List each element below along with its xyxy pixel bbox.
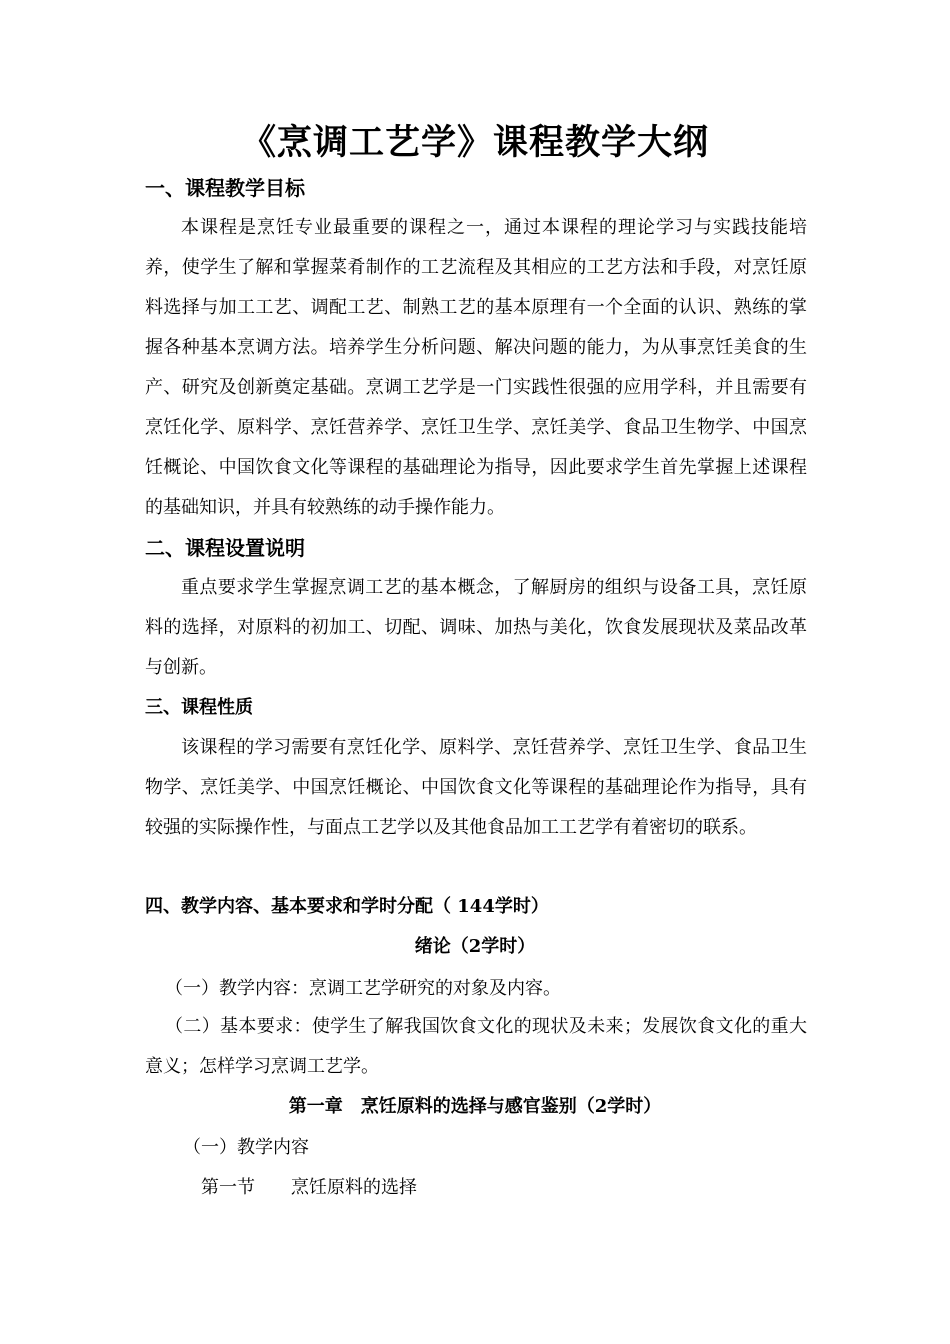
intro-content: （一）教学内容：烹调工艺学研究的对象及内容。 [165,978,561,999]
section-heading-setup: 二、课程设置说明 [145,536,305,560]
section-body-nature: 该课程的学习需要有烹饪化学、原料学、烹饪营养学、烹饪卫生学、食品卫生物学、烹饪美学、中国烹饪概论、中国饮食文化等课程的基础理论作为指导，具有较强的实际操作性，与面点工艺学以及其他食品加工工艺学有着密切的联系。 [145,737,807,838]
chapter1-content-label: （一）教学内容 [183,1137,309,1158]
section-heading-content: 四、教学内容、基本要求和学时分配（ 144学时） [145,896,549,917]
section-heading-objectives: 一、课程教学目标 [145,176,305,200]
section-body-objectives: 本课程是烹饪专业最重要的课程之一，通过本课程的理论学习与实践技能培养，使学生了解和掌握菜肴制作的工艺流程及其相应的工艺方法和手段，对烹饪原料选择与加工工艺、调配工艺、制熟工艺的基本原理有一个全面的认识、熟练的掌握各种基本烹调方法。培养学生分析问题、解决问题的能力，为从事烹饪美食的生产、研究及创新奠定基础。烹调工艺学是一门实践性很强的应用学科，并且需要有烹饪化学、原料学、烹饪营养学、烹饪卫生学、烹饪美学、食品卫生物学、中国烹饪概论、中国饮食文化等课程的基础理论为指导，因此要求学生首先掌握上述课程的基础知识，并具有较熟练的动手操作能力。 [145,217,807,518]
intro-title: 绪论（2学时） [414,936,536,957]
document-title: 《烹调工艺学》课程教学大纲 [240,122,709,163]
section-heading-nature: 三、课程性质 [145,697,253,718]
section-body-setup: 重点要求学生掌握烹调工艺的基本概念，了解厨房的组织与设备工具，烹饪原料的选择，对原料的初加工、切配、调味、加热与美化，饮食发展现状及菜品改革与创新。 [145,577,807,678]
chapter1-section1: 第一节 烹饪原料的选择 [201,1177,417,1198]
chapter1-title: 第一章 烹饪原料的选择与感官鉴别（2学时） [288,1096,662,1117]
intro-requirement: （二）基本要求：使学生了解我国饮食文化的现状及未来；发展饮食文化的重大意义；怎样学习烹调工艺学。 [145,1016,807,1077]
